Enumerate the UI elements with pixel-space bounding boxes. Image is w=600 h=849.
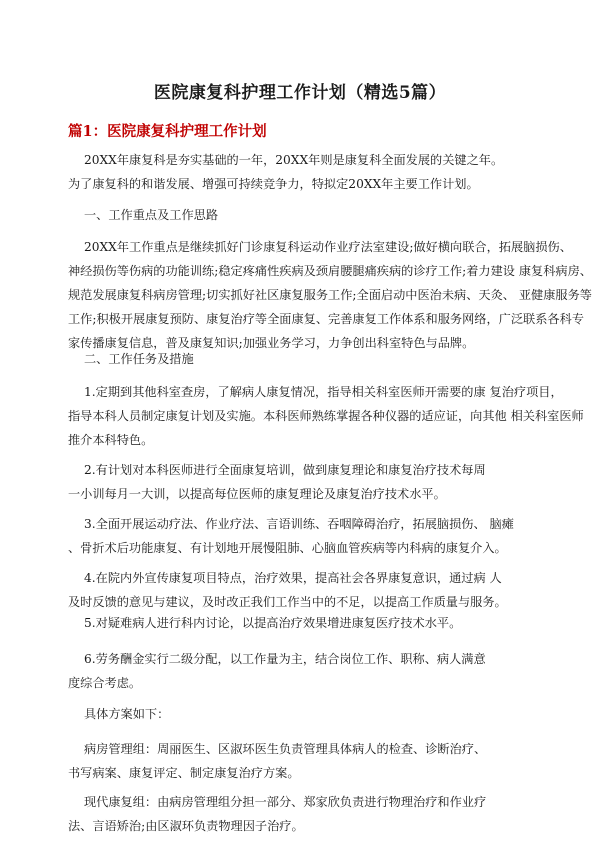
text-line: 法、言语矫治;由区淑环负责物理因子治疗。 <box>68 819 304 833</box>
task-item-4 <box>68 566 536 614</box>
modern-group-paragraph <box>68 790 536 838</box>
intro-paragraph <box>68 148 536 196</box>
ward-group-paragraph <box>68 737 536 785</box>
text-line: 工作;积极开展康复预防、康复治疗等全面康复、完善康复工作体系和服务网络，广泛联系各科专 <box>68 312 584 326</box>
section-heading: 一、工作重点及工作思路 <box>84 208 219 222</box>
text-line: 指导本科人员制定康复计划及实施。本科医师熟练掌握各种仪器的适应证，向其他 相关科室医师 <box>68 409 584 423</box>
section-heading: 二、工作任务及措施 <box>84 352 194 366</box>
plan-heading <box>68 702 536 726</box>
section-title: 篇1：医院康复科护理工作计划 <box>68 123 267 140</box>
heading-work-focus <box>68 203 536 227</box>
text-line: 神经损伤等伤病的功能训练;稳定疼痛性疾病及颈肩腰腿痛疾病的诊疗工作;着力建设 康复科病房、 <box>68 264 592 278</box>
text-line: 具体方案如下： <box>84 707 170 721</box>
task-item-1 <box>68 380 584 452</box>
text-line: 3.全面开展运动疗法、作业疗法、言语训练、吞咽障碍治疗，拓展脑损伤、 脑瘫 <box>84 517 514 531</box>
text-line: 、骨折术后功能康复、有计划地开展慢阻肺、心脑血管疾病等内科病的康复介入。 <box>68 541 507 555</box>
text-line: 一小训每月一大训，以提高每位医师的康复理论及康复治疗技术水平。 <box>68 487 446 501</box>
text-line: 6.劳务酬金实行二级分配，以工作量为主，结合岗位工作、职称、病人满意 <box>84 652 486 666</box>
text-line: 1.定期到其他科室查房，了解病人康复情况，指导相关科室医师开需要的康 复治疗项目， <box>84 385 563 399</box>
task-item-2 <box>68 458 536 506</box>
text-line: 家传播康复信息，普及康复知识;加强业务学习，力争创出科室特色与品牌。 <box>68 336 475 350</box>
text-line: 及时反馈的意见与建议，及时改正我们工作当中的不足，以提高工作质量与服务。 <box>68 595 507 609</box>
task-item-5 <box>68 611 536 635</box>
task-item-3 <box>68 512 536 560</box>
focus-paragraph <box>68 235 592 355</box>
text-line: 20XX年工作重点是继续抓好门诊康复科运动作业疗法室建设;做好横向联合，拓展脑损伤、 <box>84 240 572 254</box>
text-line: 病房管理组：周丽医生、区淑环医生负责管理具体病人的检查、诊断治疗、 <box>84 742 487 756</box>
text-line: 2.有计划对本科医师进行全面康复培训，做到康复理论和康复治疗技术每周 <box>84 463 486 477</box>
text-line: 书写病案、康复评定、制定康复治疗方案。 <box>68 766 300 780</box>
task-item-6 <box>68 647 536 695</box>
text-line: 度综合考虑。 <box>68 676 142 690</box>
heading-tasks <box>68 347 536 371</box>
text-line: 推介本科特色。 <box>68 433 154 447</box>
text-line: 20XX年康复科是夯实基础的一年，20XX年则是康复科全面发展的关键之年。 <box>84 153 504 167</box>
text-line: 4.在院内外宣传康复项目特点，治疗效果，提高社会各界康复意识，通过病 人 <box>84 571 502 585</box>
text-line: 5.对疑难病人进行科内讨论，以提高治疗效果增进康复医疗技术水平。 <box>84 616 462 630</box>
text-line: 为了康复科的和谐发展、增强可持续竞争力，特拟定20XX年主要工作计划。 <box>68 177 479 191</box>
text-line: 现代康复组：由病房管理组分担一部分、郑家欣负责进行物理治疗和作业疗 <box>84 795 487 809</box>
document-title: 医院康复科护理工作计划（精选5篇） <box>153 83 447 103</box>
text-line: 规范发展康复科病房管理;切实抓好社区康复服务工作;全面启动中医治未病、天灸、 亚健康服务等 <box>68 288 592 302</box>
